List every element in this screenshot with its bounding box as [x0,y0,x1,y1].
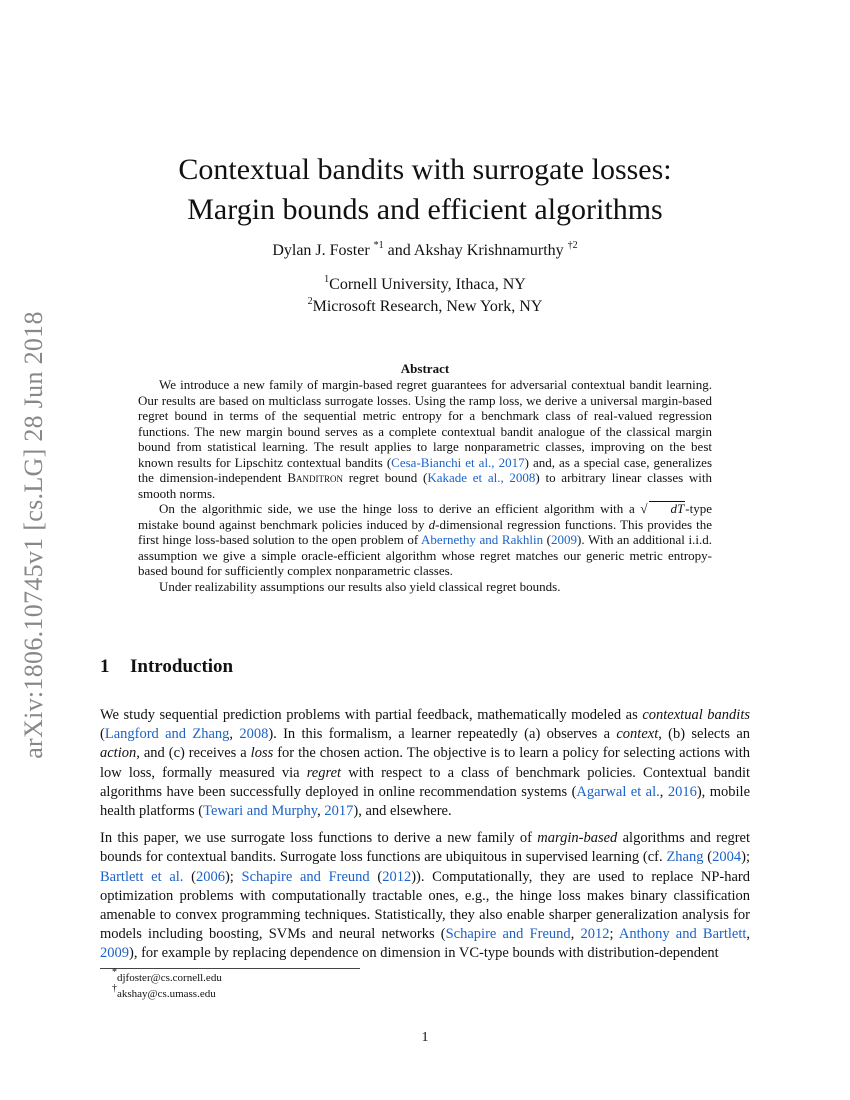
citation-link[interactable]: Langford and Zhang [104,726,230,743]
citation-link[interactable]: 2009 [100,945,129,962]
citation-link[interactable]: Kakade et al., 2008 [427,470,536,485]
section-title: Introduction [130,656,234,677]
emphasis: context [616,726,659,743]
abstract-paragraph-2 [138,501,712,579]
section-number: 1 [100,656,110,677]
emphasis: margin-based [537,830,618,847]
banditron-name: Banditron [287,470,344,485]
emphasis: loss [250,745,274,762]
text-run: , [229,726,240,743]
abstract-paragraph-1 [138,377,712,501]
citation-link[interactable]: Cesa-Bianchi et al., 2017 [391,454,525,470]
citation-link[interactable]: Tewari and Murphy [203,803,318,820]
page-number: 1 [421,1030,429,1045]
citation-link[interactable]: 2012 [580,926,610,943]
text-run: ), for example by replacing dependence on dimension in VC-type bounds with distribution-dependent [129,945,719,962]
abstract-heading: Abstract [400,361,450,376]
author-2: Akshay Krishnamurthy [413,242,564,259]
footnote-2-mark: † [112,983,117,995]
text-run: ), and elsewhere. [353,803,452,820]
footnote-1 [112,967,222,986]
text-run: , [659,783,668,800]
citation-link[interactable]: Abernethy and Rakhlin [421,532,544,547]
text-run: ); [741,849,750,866]
citation-link[interactable]: Agarwal et al. [576,783,660,800]
text-run: We introduce a new family of margin-based regret guarantees for adversarial contextual bandit learning. Our results are based on multiclass surrogate losses. Using the ramp loss, we derive a universal margin-based regret bound in terms of the sequential metric entropy for a benchmark class of real-valued regression functions. The new margin bound serves as a complete contextual bandit analogue of the classical margin bound from statistical learning. The result applies to large nonparametric classes, improving on the best known results for Lipschitz contextual bandits ( [138,377,712,470]
text-run: for the chosen action. The objective is to learn a policy for selecting actions with low loss, formally measured via [100,745,750,781]
arxiv-stamp [20,296,48,774]
title-line-1: Contextual bandits with surrogate losses: [178,153,672,186]
text-run: -type mistake bound against benchmark policies induced by [138,501,712,532]
text-run: , [570,926,581,943]
text-run: On the algorithmic side, we use the hinge loss to derive an efficient algorithm with a √ [159,501,648,516]
arxiv-stamp-text: arXiv:1806.10745v1 [cs.LG] 28 Jun 2018 [19,311,48,759]
text-run: , and (c) receives a [136,745,251,762]
text-run: ( [369,868,383,885]
intro-body [100,706,750,972]
text-run: In this paper, we use surrogate loss functions to derive a new family of [100,830,538,847]
emphasis: regret [306,764,342,781]
text-run: regret bound ( [343,470,428,485]
text-run: ( [543,532,552,547]
text-run: ) and, as a special case, generalizes the dimension-independent [138,454,713,485]
affiliation-2-mark: 2 [307,295,313,307]
text-run: ); [224,868,242,885]
footnote-2-email[interactable]: akshay@cs.umass.edu [117,988,216,1000]
abstract-body [138,377,712,594]
math-d: d [428,516,436,532]
citation-link[interactable]: 2016 [667,783,697,800]
footnote-2 [112,983,222,1002]
text-run: ) to arbitrary linear classes with smooth norms. [138,470,712,501]
text-run: ). In this formalism, a learner repeatedly (a) observes a [268,726,617,743]
text-run: ), mobile health platforms ( [100,783,751,820]
footnote-1-email[interactable]: djfoster@cs.cornell.edu [117,972,222,984]
emphasis: action [100,745,137,762]
citation-link[interactable]: 2012 [382,868,412,885]
intro-paragraph-1 [100,706,750,821]
intro-paragraph-2 [100,829,750,963]
text-run: , [317,803,325,820]
citation-link[interactable]: 2017 [324,803,354,820]
affiliation-1-text: Cornell University, Ithaca, NY [329,276,526,293]
author-1: Dylan J. Foster [272,242,370,259]
text-run: -dimensional regression functions. This provides the first hinge loss-based solution to the open problem of [138,516,712,547]
title-line-2: Margin bounds and efficient algorithms [187,193,663,226]
text-run: ; [609,926,619,943]
section-heading [100,656,233,678]
citation-link[interactable]: 2008 [239,726,269,743]
text-run: ( [100,726,105,743]
emphasis: contextual bandits [642,707,750,723]
citation-link[interactable]: Anthony and Bartlett [618,926,747,943]
affiliation-1 [100,274,750,296]
citation-link[interactable]: 2006 [195,868,225,885]
affiliations [100,274,750,318]
text-run: We study sequential prediction problems with partial feedback, mathematically modeled as [100,707,643,723]
footnote-divider [100,968,360,969]
citation-link[interactable]: Bartlett et al. [100,868,184,885]
footnote-1-mark: * [112,967,117,979]
author-list [100,240,750,262]
text-run: , [746,926,751,943]
author-and: and [387,242,411,259]
author-2-mark: †2 [567,239,578,251]
text-run: ( [183,868,196,885]
text-run: , (b) selects an [658,726,751,743]
affiliation-2 [100,296,750,318]
citation-link[interactable]: Schapire and Freund [241,868,370,885]
citation-link[interactable]: 2009 [551,532,578,547]
text-run: )). Computationally, they are used to replace NP-hard optimization problems with computationally tractable ones, e.g., the hinge loss makes binary classification amenable to convex programming techniques. Statistically, they also enable sharper generalization analysis for models including boosting, SVMs and neural networks ( [100,868,750,943]
text-run: ). With an additional i.i.d. assumption we give a simple oracle-efficient algorithm whose regret matches our generic metric entropy-based bound for sufficiently complex nonparametric classes. [138,532,712,578]
affiliation-1-mark: 1 [324,273,330,285]
affiliation-2-text: Microsoft Research, New York, NY [312,298,543,315]
abstract-paragraph-3: Under realizability assumptions our results also yield classical regret bounds. [159,578,561,594]
text-run: algorithms and regret bounds for contextual bandits. Surrogate loss functions are ubiquitous in supervised learning (cf. [100,830,750,866]
citation-link[interactable]: 2004 [712,849,742,866]
text-run: ( [703,849,713,866]
citation-link[interactable]: Zhang [666,849,704,866]
paper-title [100,150,750,230]
citation-link[interactable]: Schapire and Freund [445,926,571,943]
footnotes [112,967,222,1002]
sqrt-dt: dT [649,501,686,516]
author-1-mark: *1 [373,239,384,251]
text-run: with respect to a class of benchmark policies. Contextual bandit algorithms have been successfully deployed in online recommendation systems ( [100,764,751,800]
